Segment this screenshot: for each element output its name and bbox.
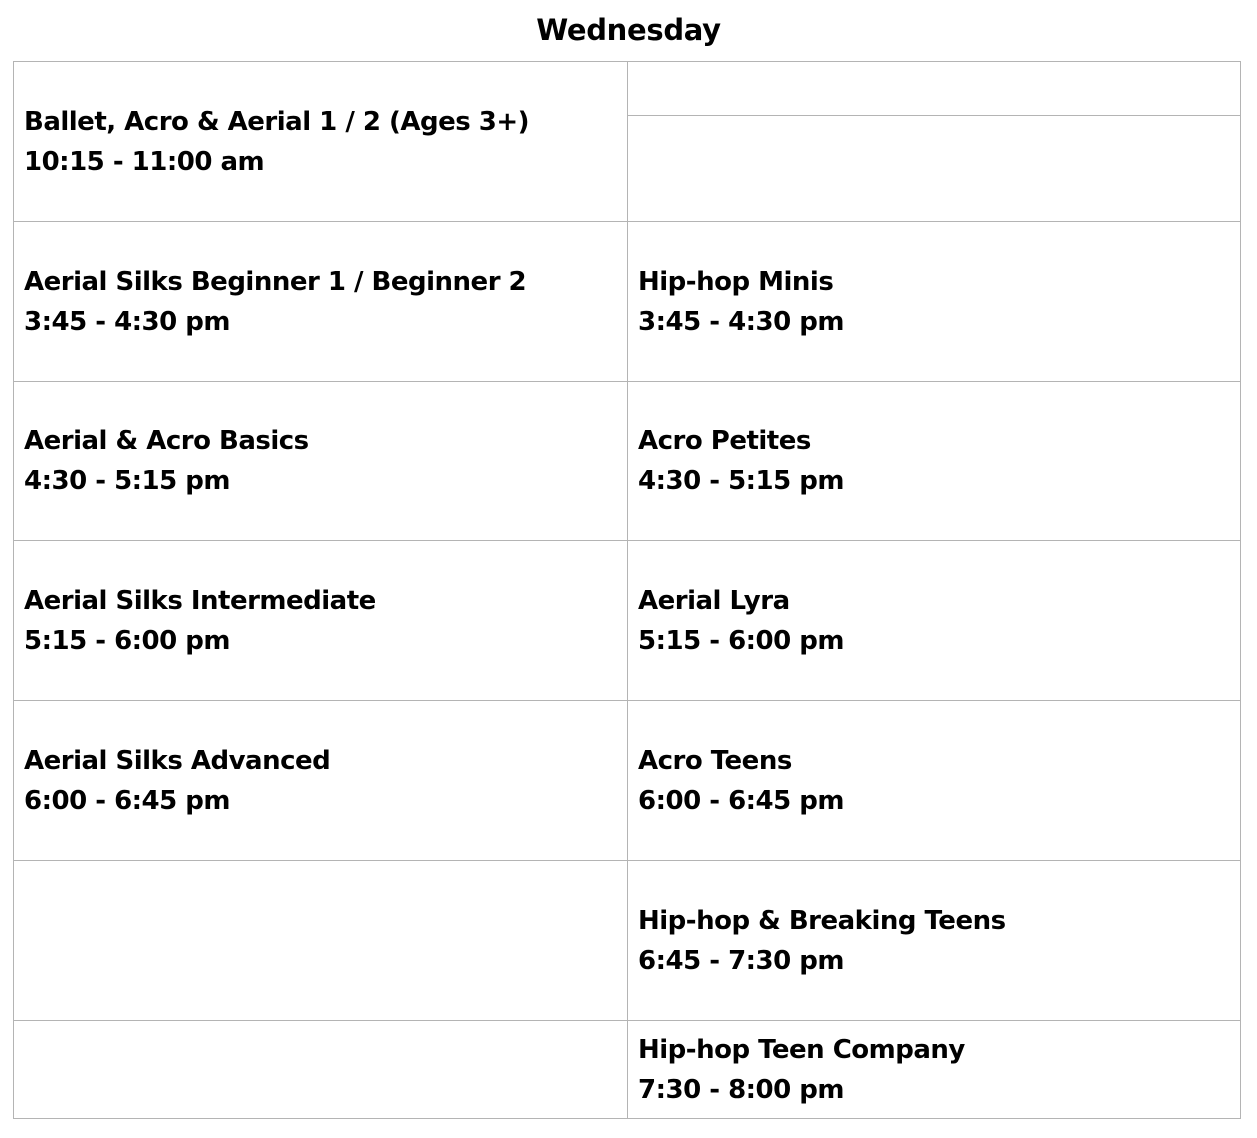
class-name: Acro Teens bbox=[638, 745, 792, 776]
class-cell bbox=[14, 382, 627, 540]
class-name: Hip-hop Minis bbox=[638, 266, 834, 297]
class-time: 6:00 - 6:45 pm bbox=[638, 785, 844, 816]
class-time: 5:15 - 6:00 pm bbox=[638, 625, 844, 656]
class-name: Acro Petites bbox=[638, 426, 811, 456]
class-cell bbox=[14, 541, 627, 700]
class-name: Aerial Silks Beginner 1 / Beginner 2 bbox=[24, 266, 527, 297]
day-title: Wednesday bbox=[536, 13, 721, 47]
empty-cell bbox=[628, 62, 1240, 115]
class-time: 6:00 - 6:45 pm bbox=[24, 785, 230, 816]
empty-cell bbox=[14, 861, 627, 1020]
empty-cell bbox=[14, 1021, 627, 1118]
empty-cell bbox=[628, 116, 1240, 221]
class-name: Aerial Silks Intermediate bbox=[24, 585, 376, 616]
class-time: 10:15 - 11:00 am bbox=[24, 146, 265, 177]
class-cell bbox=[628, 861, 1240, 1020]
class-time: 4:30 - 5:15 pm bbox=[24, 466, 230, 496]
class-time: 6:45 - 7:30 pm bbox=[638, 945, 844, 976]
class-cell bbox=[628, 541, 1240, 700]
class-cell bbox=[628, 382, 1240, 540]
class-name: Aerial Lyra bbox=[638, 585, 790, 616]
schedule-table bbox=[13, 61, 1241, 1119]
class-cell bbox=[14, 222, 627, 381]
class-name: Hip-hop Teen Company bbox=[638, 1034, 965, 1065]
class-name: Hip-hop & Breaking Teens bbox=[638, 905, 1006, 936]
class-time: 3:45 - 4:30 pm bbox=[24, 306, 230, 337]
class-cell bbox=[14, 62, 627, 221]
class-name: Ballet, Acro & Aerial 1 / 2 (Ages 3+) bbox=[24, 106, 530, 137]
class-cell bbox=[14, 701, 627, 860]
class-time: 4:30 - 5:15 pm bbox=[638, 466, 844, 496]
class-cell bbox=[628, 1021, 1240, 1118]
class-cell bbox=[628, 701, 1240, 860]
class-time: 3:45 - 4:30 pm bbox=[638, 306, 844, 337]
class-time: 5:15 - 6:00 pm bbox=[24, 625, 230, 656]
class-name: Aerial & Acro Basics bbox=[24, 426, 309, 456]
class-cell bbox=[628, 222, 1240, 381]
class-time: 7:30 - 8:00 pm bbox=[638, 1074, 844, 1105]
class-name: Aerial Silks Advanced bbox=[24, 745, 331, 776]
